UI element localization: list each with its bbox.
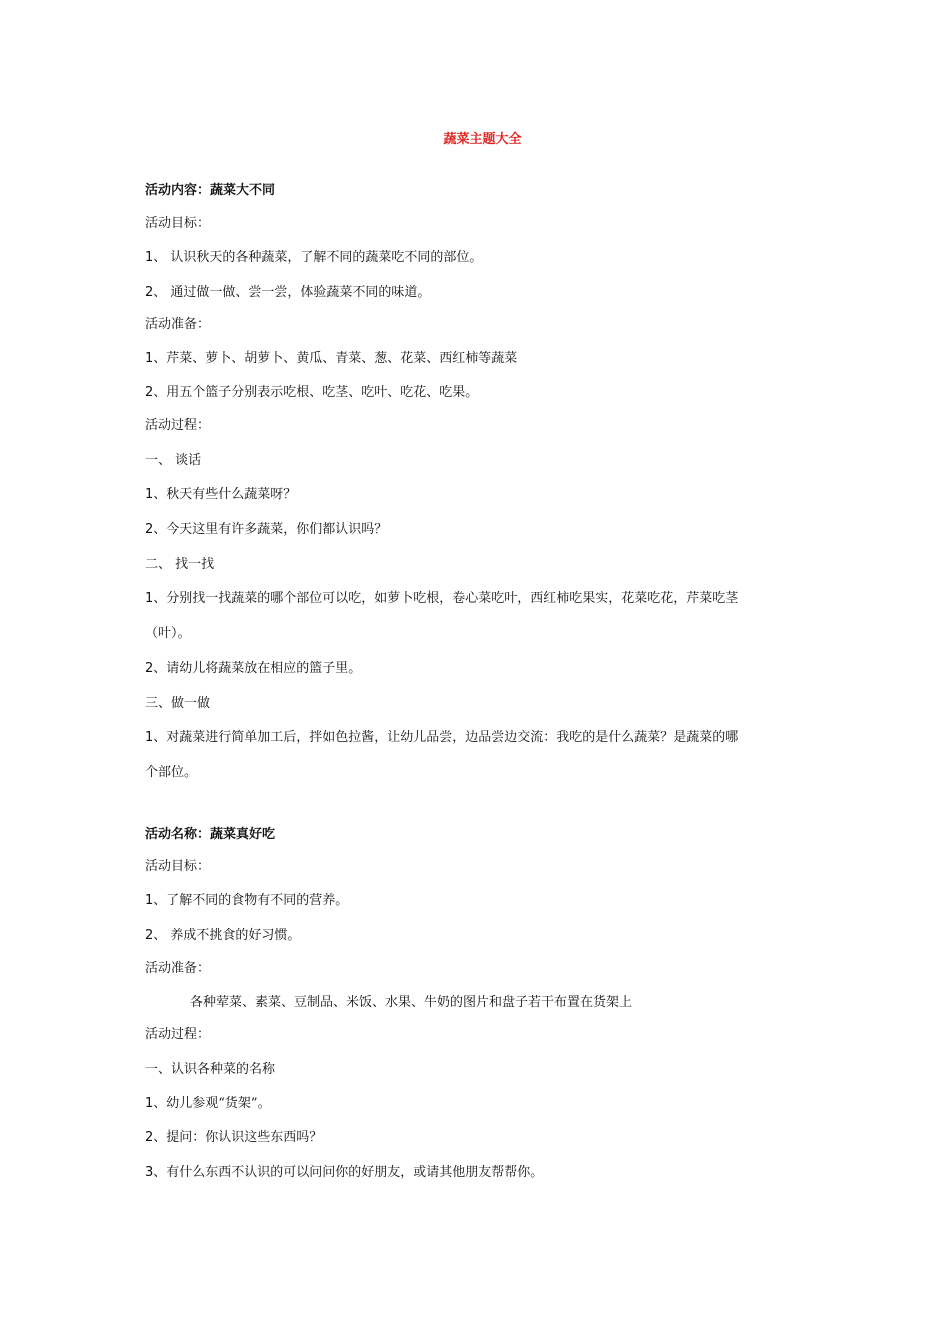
section2-step-1-1 bbox=[145, 1095, 271, 1113]
list-number: 2、 bbox=[145, 928, 167, 943]
section1-step-2-2 bbox=[145, 660, 361, 678]
section1-step-2: 二、 找一找 bbox=[145, 557, 215, 572]
document-title: 蔬菜主题大全 bbox=[443, 132, 522, 147]
section1-goal-1 bbox=[145, 249, 482, 267]
list-number: 2、 bbox=[145, 285, 167, 300]
list-number: 1 bbox=[145, 487, 154, 502]
section1-step-3-1-cont: 个部位。 bbox=[145, 765, 198, 780]
section1-prep-label: 活动准备： bbox=[145, 317, 211, 332]
section2-goal-2 bbox=[145, 927, 300, 945]
list-text: 、分别找一找蔬菜的哪个部位可以吃，如萝卜吃根，卷心菜吃叶，西红柿吃果实，花菜吃花，芹菜吃茎 bbox=[153, 591, 739, 606]
section1-goal-label: 活动目标： bbox=[145, 216, 211, 231]
section1-step-2-1-cont: （叶）。 bbox=[145, 626, 191, 641]
list-number: 1、 bbox=[145, 250, 167, 265]
list-text: 养成不挑食的好习惯。 bbox=[166, 928, 301, 943]
section1-prep-2 bbox=[145, 384, 478, 402]
section2-goal-1 bbox=[145, 892, 348, 910]
section2-process-label: 活动过程： bbox=[145, 1027, 211, 1042]
list-number: 1 bbox=[145, 1096, 154, 1111]
section1-step-1-1 bbox=[145, 486, 296, 504]
section2-goal-label: 活动目标： bbox=[145, 859, 211, 874]
section1-process-label: 活动过程： bbox=[145, 418, 211, 433]
section2-step-1-3 bbox=[145, 1164, 543, 1182]
list-text: 、了解不同的食物有不同的营养。 bbox=[153, 893, 349, 908]
section1-heading: 活动内容：蔬菜大不同 bbox=[145, 183, 276, 198]
list-number: 2 bbox=[145, 1130, 154, 1145]
list-text: 、有什么东西不认识的可以问问你的好朋友，或请其他朋友帮帮你。 bbox=[153, 1165, 544, 1180]
section2-prep-label: 活动准备： bbox=[145, 961, 211, 976]
section2-step-1: 一、认识各种菜的名称 bbox=[145, 1062, 276, 1077]
section1-goal-2 bbox=[145, 284, 430, 302]
list-number: 2 bbox=[145, 522, 154, 537]
section1-step-3: 三、做一做 bbox=[145, 696, 211, 711]
list-number: 1 bbox=[145, 730, 154, 745]
section2-prep-1: 各种荤菜、素菜、豆制品、米饭、水果、牛奶的图片和盘子若干布置在货架上 bbox=[190, 995, 633, 1010]
list-number: 2 bbox=[145, 661, 154, 676]
list-number: 1 bbox=[145, 893, 154, 908]
section1-step-1-2 bbox=[145, 521, 387, 539]
section2-heading: 活动名称：蔬菜真好吃 bbox=[145, 827, 276, 842]
list-text: 、今天这里有许多蔬菜，你们都认识吗？ bbox=[153, 522, 388, 537]
section1-step-2-1 bbox=[145, 590, 738, 608]
section1-step-3-1 bbox=[145, 729, 738, 747]
list-number: 2 bbox=[145, 385, 154, 400]
list-text: 、提问：你认识这些东西吗？ bbox=[153, 1130, 323, 1145]
section1-prep-1 bbox=[145, 350, 517, 368]
list-text: 、秋天有些什么蔬菜呀？ bbox=[153, 487, 297, 502]
list-text: 、对蔬菜进行简单加工后，拌如色拉酱，让幼儿品尝，边品尝边交流：我吃的是什么蔬菜？是蔬菜的哪 bbox=[153, 730, 739, 745]
list-text: 、用五个篮子分别表示吃根、吃茎、吃叶、吃花、吃果。 bbox=[153, 385, 479, 400]
list-text: 、芹菜、萝卜、胡萝卜、黄瓜、青菜、葱、花菜、西红柿等蔬菜 bbox=[153, 351, 518, 366]
list-text: 、请幼儿将蔬菜放在相应的篮子里。 bbox=[153, 661, 362, 676]
list-text: 、幼儿参观“货架”。 bbox=[153, 1096, 271, 1111]
list-number: 1 bbox=[145, 351, 154, 366]
list-text: 通过做一做、尝一尝，体验蔬菜不同的味道。 bbox=[166, 285, 431, 300]
list-number: 3 bbox=[145, 1165, 154, 1180]
section2-step-1-2 bbox=[145, 1129, 322, 1147]
list-text: 认识秋天的各种蔬菜，了解不同的蔬菜吃不同的部位。 bbox=[166, 250, 483, 265]
section1-step-1: 一、 谈话 bbox=[145, 453, 202, 468]
list-number: 1 bbox=[145, 591, 154, 606]
